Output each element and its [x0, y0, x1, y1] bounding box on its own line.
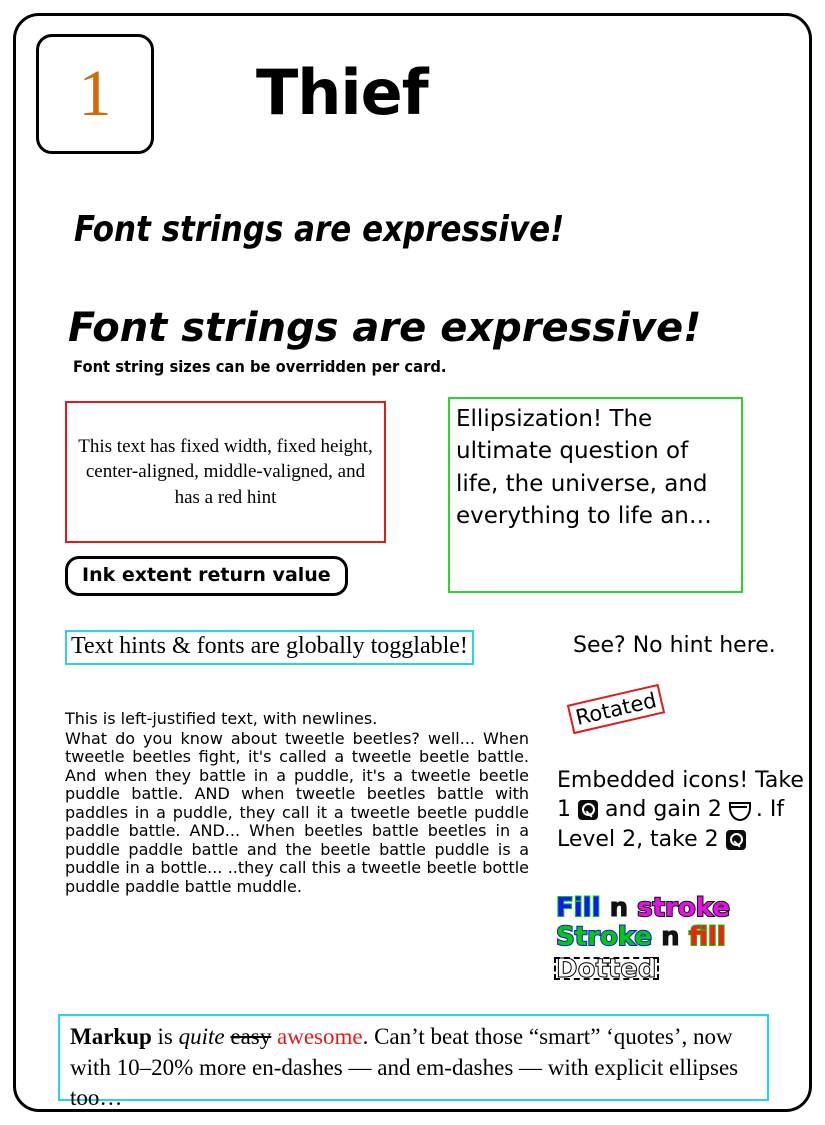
no-hint-text: See? No hint here. [573, 633, 776, 658]
markup-red-word: awesome [277, 1024, 363, 1049]
markup-italic-word: quite [178, 1024, 225, 1049]
character-card [13, 13, 812, 1112]
fill-stroke-word-stroke: stroke [637, 893, 730, 923]
ellipsization-box [448, 397, 743, 593]
fill-stroke-block [556, 894, 730, 952]
embedded-icons-part2: and gain 2 [605, 797, 722, 823]
markup-bold-word: Markup [70, 1024, 152, 1049]
rotated-label: Rotated [567, 684, 665, 734]
fixed-size-text: This text has fixed width, fixed height, center-aligned, middle-valigned, and has a red hint [78, 435, 373, 508]
font-string-demo-2: Font strings are expressive! [68, 305, 702, 351]
paragraph-body: What do you know about tweetle beetles? well... When tweetle beetles fight, it's called a tweetle beetle battle. And when they battle in a puddle, it's a tweetle beetle puddle battle. AND when tweetle beetles battle with paddles in a puddle, they call it a tweetle beetle puddle paddle battle. AND... When beetles battle beetles in a puddle paddle battle and the beetle battle puddle is a puddle in a bottle... ..they call this a tweetle beetle bottle puddle paddle battle muddle. [65, 728, 529, 896]
hint-toggle-box: Text hints & fonts are globally togglable! [65, 630, 474, 665]
fill-stroke-line-1 [556, 894, 730, 923]
lockpick-icon-2 [726, 830, 746, 850]
markup-is: is [151, 1024, 179, 1049]
embedded-icons-text [557, 766, 817, 854]
fill-stroke-word-fill: Fill [556, 893, 601, 923]
font-string-demo-1: Font strings are expressive! [74, 209, 565, 250]
fixed-size-text-box [65, 401, 386, 543]
ink-extent-pill: Ink extent return value [65, 556, 348, 596]
embedded-icons-part3: . If Level 2, take 2 [557, 797, 785, 852]
lockpick-icon [578, 800, 598, 820]
fill-stroke-word-n-2: n [661, 922, 680, 953]
stroke-fill-word-stroke: Stroke [556, 922, 653, 953]
markup-strike-word: easy [230, 1024, 272, 1049]
level-badge [36, 34, 154, 154]
markup-rest: . Can’t beat those “smart” ‘quotes’, now with 10–20% more en-dashes — and em-dashes — with explicit ellipses too… [70, 1024, 739, 1111]
stroke-fill-word-fill: fill [688, 922, 726, 953]
fill-stroke-word-n-1: n [609, 893, 629, 923]
markup-demo-box [58, 1014, 769, 1111]
embedded-icons-part1: Embedded icons! Take 1 [557, 768, 804, 823]
fill-stroke-line-2 [556, 923, 730, 952]
justified-paragraph-block [65, 710, 529, 896]
paragraph-first-line: This is left-justified text, with newlines. [65, 709, 378, 728]
ellipsization-text: Ellipsization! The ultimate question of life, the universe, and everything to life an… [456, 406, 712, 530]
markup-demo-text [70, 1022, 757, 1114]
level-number: 1 [78, 57, 112, 130]
dotted-outline-word: Dotted [556, 954, 657, 984]
coin-icon [729, 800, 749, 820]
page-title: Thief [256, 56, 428, 129]
font-string-demo-3: Font string sizes can be overridden per card. [73, 357, 447, 376]
